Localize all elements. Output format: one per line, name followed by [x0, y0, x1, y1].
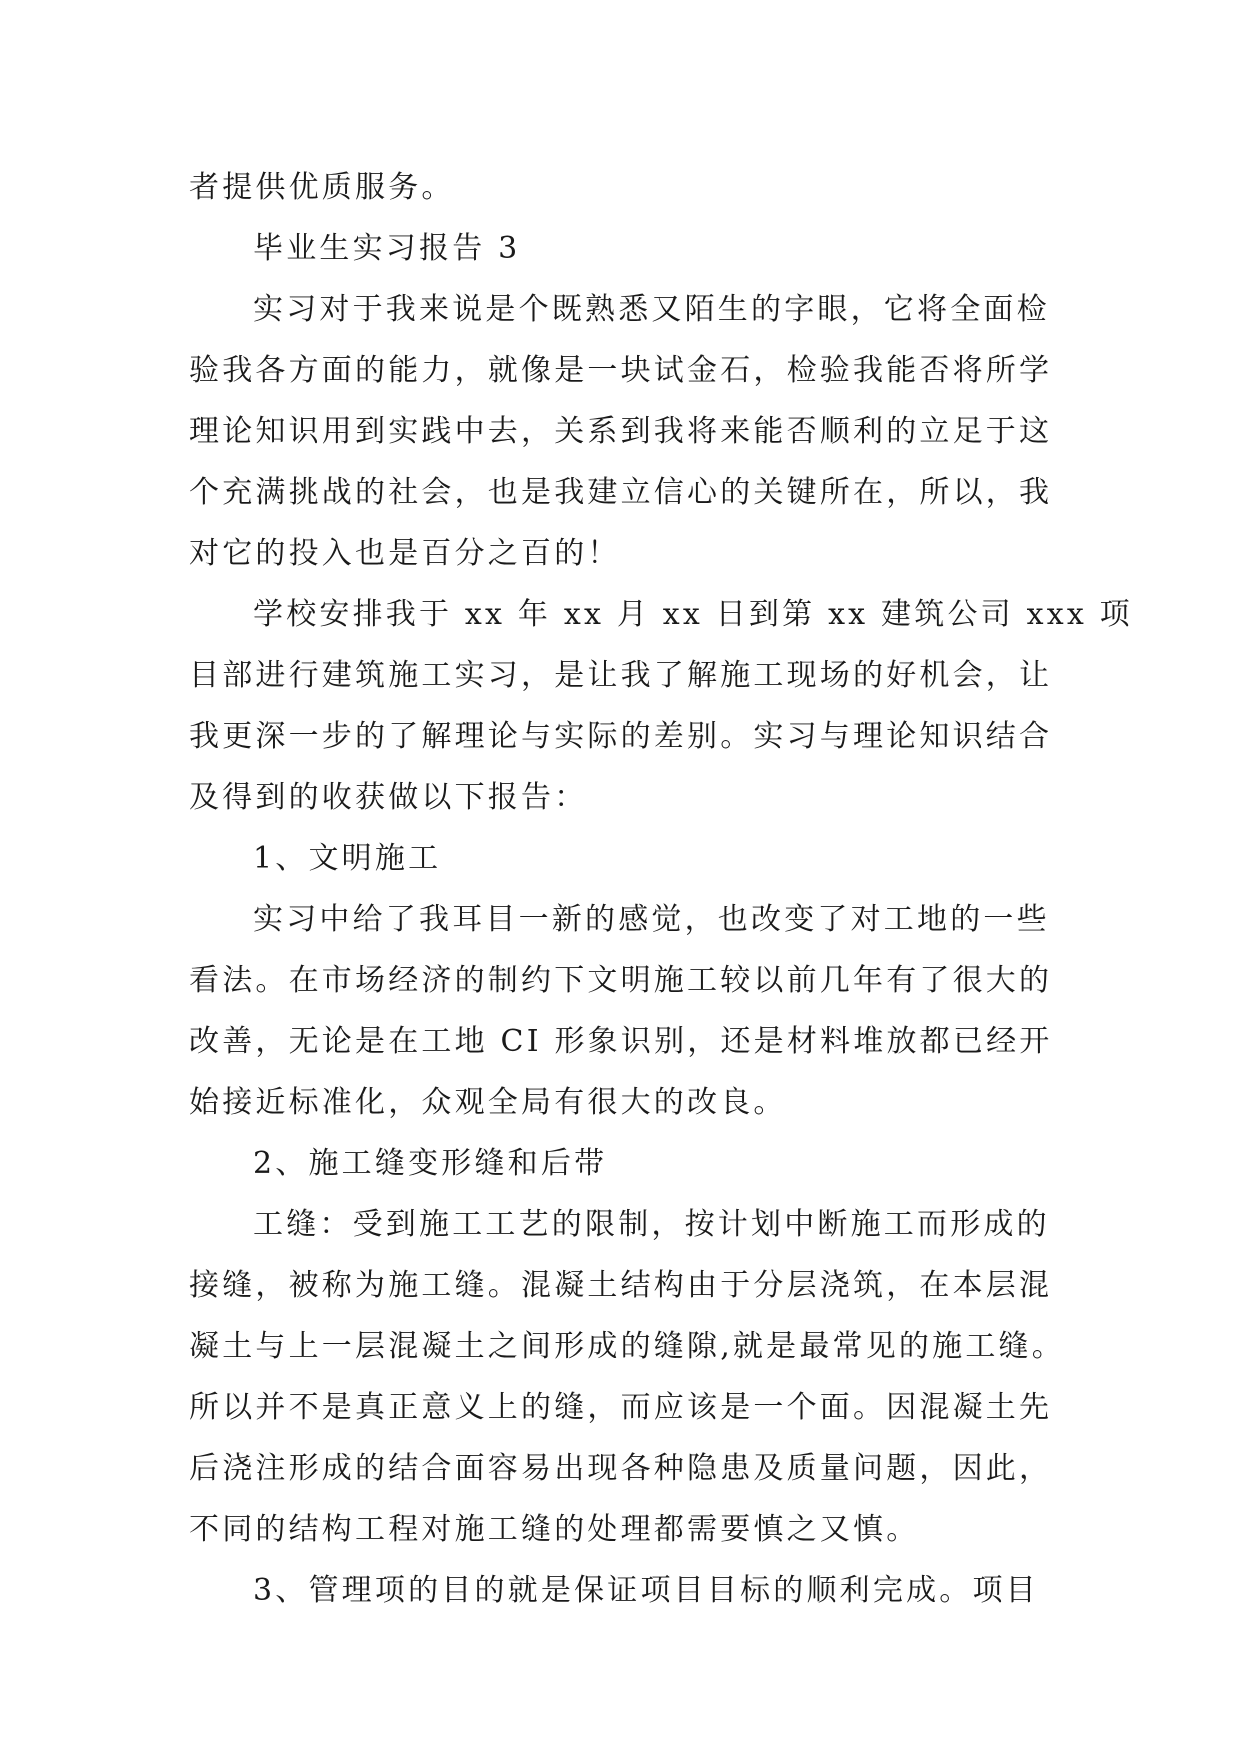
text-line: 看法。在市场经济的制约下文明施工较以前几年有了很大的 [189, 963, 1053, 998]
text-line: 个充满挑战的社会，也是我建立信心的关键所在，所以，我 [189, 475, 1053, 510]
text-line: 接缝，被称为施工缝。混凝土结构由于分层浇筑，在本层混 [189, 1268, 1053, 1303]
text-line: 始接近标准化，众观全局有很大的改良。 [189, 1085, 787, 1120]
paragraph-first-line: 学校安排我于 xx 年 xx 月 xx 日到第 xx 建筑公司 xxx 项 [253, 597, 1133, 632]
text-line: 凝土与上一层混凝土之间形成的缝隙,就是最常见的施工缝。 [189, 1329, 1065, 1364]
text-line: 我更深一步的了解理论与实际的差别。实习与理论知识结合 [189, 719, 1053, 754]
text-line: 改善，无论是在工地 CI 形象识别，还是材料堆放都已经开 [189, 1024, 1053, 1059]
text-line: 目部进行建筑施工实习，是让我了解施工现场的好机会，让 [189, 658, 1053, 693]
paragraph-first-line: 实习对于我来说是个既熟悉又陌生的字眼，它将全面检 [253, 292, 1050, 327]
text-line: 理论知识用到实践中去，关系到我将来能否顺利的立足于这 [189, 414, 1053, 449]
text-line: 对它的投入也是百分之百的！ [189, 536, 621, 571]
text-line: 不同的结构工程对施工缝的处理都需要慎之又慎。 [189, 1512, 920, 1547]
text-line: 验我各方面的能力，就像是一块试金石，检验我能否将所学 [189, 353, 1053, 388]
text-line: 者提供优质服务。 [189, 170, 455, 205]
text-line: 及得到的收获做以下报告： [189, 780, 588, 815]
section-heading: 毕业生实习报告 3 [253, 231, 521, 266]
text-line: 所以并不是真正意义上的缝，而应该是一个面。因混凝土先 [189, 1390, 1053, 1425]
text-line: 后浇注形成的结合面容易出现各种隐患及质量问题，因此， [189, 1451, 1053, 1486]
paragraph-first-line: 工缝：受到施工工艺的限制，按计划中断施工而形成的 [253, 1207, 1050, 1242]
section-heading: 1、文明施工 [253, 841, 442, 876]
section-heading: 2、施工缝变形缝和后带 [253, 1146, 608, 1181]
document-body [189, 157, 1133, 1621]
paragraph-first-line: 实习中给了我耳目一新的感觉，也改变了对工地的一些 [253, 902, 1050, 937]
paragraph-first-line: 3、管理项的目的就是保证项目目标的顺利完成。项目 [253, 1573, 1039, 1608]
